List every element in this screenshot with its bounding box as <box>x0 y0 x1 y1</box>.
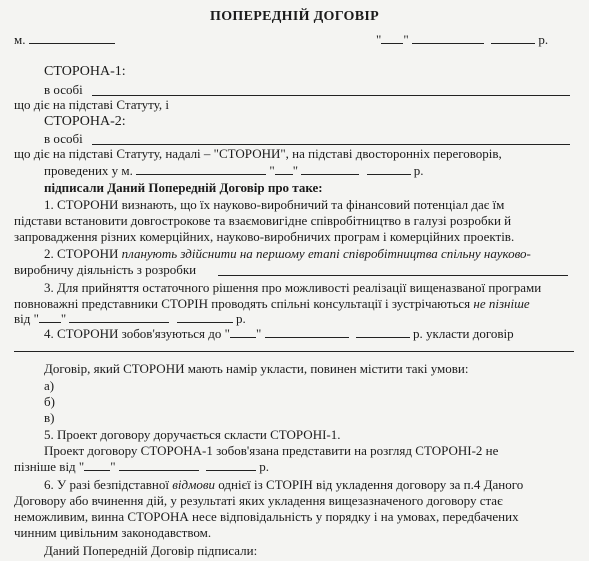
clause4-day-blank[interactable] <box>230 326 256 338</box>
held-month-blank[interactable] <box>301 163 359 175</box>
clause3-year-blank[interactable] <box>177 311 233 323</box>
clause5-year-blank[interactable] <box>206 459 256 471</box>
clause5-line1: 5. Проект договору доручається скласти СТОРОНІ-1. <box>44 427 341 442</box>
day-blank[interactable] <box>381 32 403 44</box>
clause5-line3: пізніше від " " р. <box>14 459 270 474</box>
city-blank[interactable] <box>29 32 115 44</box>
clause4-month-blank[interactable] <box>265 326 349 338</box>
clause5-month-blank[interactable] <box>119 459 199 471</box>
clause6-line2: Договору або вчинення дій, у результаті яких укладення вищезазначеного договору стає <box>14 493 503 508</box>
clause2-line2: виробничу діяльність з розробки <box>14 262 197 277</box>
clause1-line3: запровадження різних комерційних, науково-виробничих програм і комерційних проектів. <box>14 229 515 244</box>
clause4-continuation-blank[interactable] <box>14 351 574 352</box>
held-year-blank[interactable] <box>367 163 411 175</box>
party2-basis: що діє на підставі Статуту, надалі – "СТОРОНИ", на підставі двосторонніх переговорів, <box>14 146 502 161</box>
header-line <box>14 32 115 47</box>
month-blank[interactable] <box>412 32 484 44</box>
clause6-line1: 6. У разі безпідставної відмови однієї із СТОРІН від укладення договору за п.4 Даного <box>44 477 524 492</box>
clause6-line3: неможливим, винна СТОРОНА несе відповідальність у порядку і на умовах, передбачених <box>14 509 519 524</box>
clause3-line3: від " " р. <box>14 311 246 326</box>
clause1-line2: підстави встановити довгострокове та взаємовигідне співробітництво в галузі розробки й <box>14 213 512 228</box>
party1-basis: що діє на підставі Статуту, і <box>14 97 169 112</box>
clause2-line1: 2. СТОРОНИ планують здійснити на першому етапі співробітництва спільну науково- <box>44 246 531 261</box>
clause2-blank[interactable] <box>218 275 568 276</box>
clause3-month-blank[interactable] <box>69 311 169 323</box>
clause3-line2: повноважні представники СТОРІН проводять спільні консультації і зустрічаються не пізніше <box>14 296 530 311</box>
condition-item-a: а) <box>44 378 55 393</box>
held-day-blank[interactable] <box>275 163 293 175</box>
party1-name-blank[interactable] <box>92 95 570 96</box>
clause4-year-blank[interactable] <box>356 326 410 338</box>
header-date: " " р. <box>376 32 549 47</box>
party2-represented: в особі <box>44 131 83 146</box>
party2-heading: СТОРОНА-2: <box>44 114 126 129</box>
document-title: ПОПЕРЕДНІЙ ДОГОВІР <box>210 9 379 24</box>
party1-represented: в особі <box>44 82 83 97</box>
year-blank[interactable] <box>491 32 535 44</box>
clause4-line: 4. СТОРОНИ зобов'язуються до " " р. укласти договір <box>44 326 514 341</box>
year-suffix: р. <box>538 32 549 47</box>
party2-name-blank[interactable] <box>92 144 570 145</box>
clause3-day-blank[interactable] <box>39 311 61 323</box>
clause6-line4: чинним цивільним законодавством. <box>14 525 212 540</box>
held-city-blank[interactable] <box>136 163 266 175</box>
conditions-intro: Договір, який СТОРОНИ мають намір укласти, повинен містити такі умови: <box>44 361 469 376</box>
clause3-line1: 3. Для прийняття остаточного рішення про можливості реалізації вищеназваної програми <box>44 280 542 295</box>
intro-text: підписали Даний Попередній Договір про таке: <box>44 180 323 195</box>
clause5-day-blank[interactable] <box>84 459 110 471</box>
party2-held-in: проведених у м. " " р. <box>44 163 424 178</box>
closing-text: Даний Попередній Договір підписали: <box>44 543 258 558</box>
party1-heading: СТОРОНА-1: <box>44 64 126 79</box>
clause1-line1: 1. СТОРОНИ визнають, що їх науково-виробничий та фінансовий потенціал дає їм <box>44 197 505 212</box>
clause5-line2: Проект договору СТОРОНА-1 зобов'язана представити на розгляд СТОРОНІ-2 не <box>44 443 499 458</box>
city-prefix: м. <box>14 32 26 47</box>
condition-item-c: в) <box>44 410 55 425</box>
condition-item-b: б) <box>44 394 55 409</box>
